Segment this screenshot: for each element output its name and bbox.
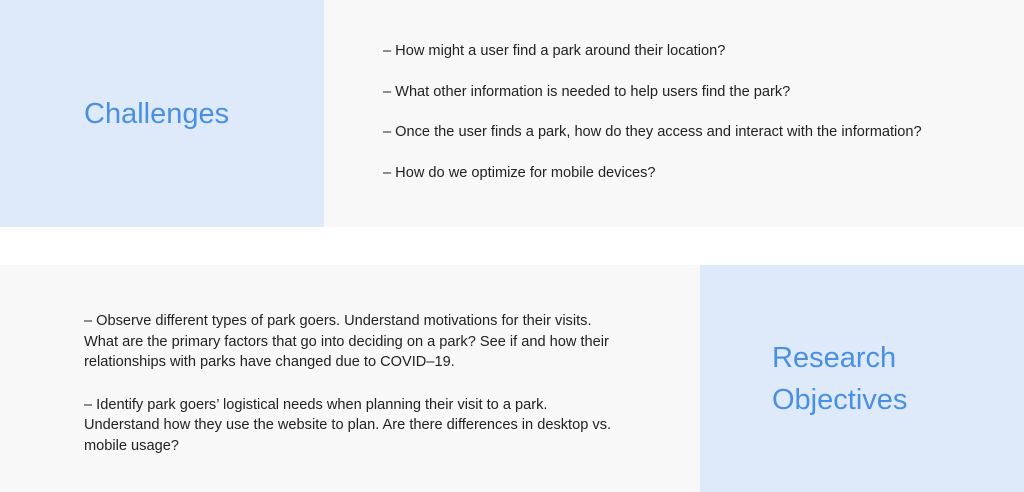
- challenges-section: [0, 0, 1024, 227]
- research-heading-line-1: Research: [772, 342, 897, 374]
- research-objectives-heading: [772, 337, 1002, 421]
- challenge-item: – How do we optimize for mobile devices?: [383, 164, 656, 181]
- challenges-label-panel: [0, 0, 324, 227]
- challenges-heading: Challenges: [84, 98, 230, 130]
- research-objectives-list: [84, 311, 619, 478]
- challenges-list: [383, 40, 1003, 202]
- research-objective-item: – Identify park goers’ logistical needs when planning their visit to a park. Understand how they use the website to plan. Are there differences in desktop vs. mobile usage?: [84, 396, 612, 454]
- research-objectives-label-panel: [700, 265, 1024, 492]
- challenge-item: – How might a user find a park around their location?: [383, 43, 726, 59]
- challenge-item: – Once the user finds a park, how do they access and interact with the information?: [383, 124, 922, 140]
- research-objective-item: – Observe different types of park goers. Understand motivations for their visits. What are the primary factors that go into deciding on a park? See if and how their relationships with parks have changed due to COVID–19.: [84, 313, 609, 370]
- challenge-item: – What other information is needed to help users find the park?: [383, 83, 791, 100]
- research-heading-line-2: Objectives: [772, 384, 908, 416]
